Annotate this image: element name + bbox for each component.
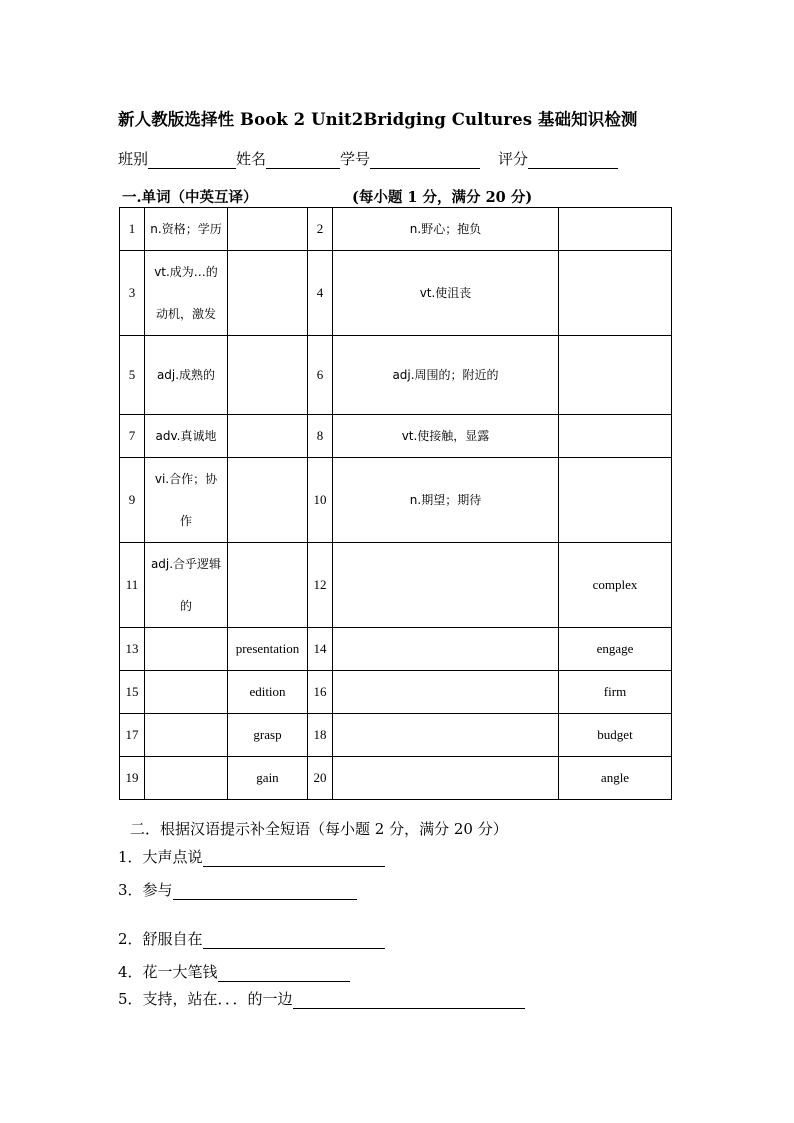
item-number: 20: [308, 757, 333, 800]
item-number: 4: [308, 251, 333, 336]
vocab-row: [120, 208, 672, 251]
chinese-prompt: n.资格；学历: [145, 208, 228, 251]
class-label: 班别: [118, 150, 149, 168]
class-blank[interactable]: [148, 153, 236, 169]
chinese-prompt: vt.使沮丧: [333, 251, 559, 336]
english-cell[interactable]: [559, 415, 672, 458]
item-number: 18: [308, 714, 333, 757]
chinese-prompt: adv.真诚地: [145, 415, 228, 458]
vocab-row: [120, 543, 672, 628]
english-cell[interactable]: [228, 251, 308, 336]
chinese-prompt[interactable]: [333, 628, 559, 671]
item-number: 9: [120, 458, 145, 543]
item-number: 15: [120, 671, 145, 714]
chinese-prompt[interactable]: [333, 671, 559, 714]
phrase-item-3: [118, 879, 357, 900]
name-blank[interactable]: [266, 153, 340, 169]
chinese-prompt[interactable]: [333, 757, 559, 800]
english-cell[interactable]: [228, 336, 308, 415]
chinese-prompt: adj.周围的；附近的: [333, 336, 559, 415]
section1-heading: [122, 186, 533, 207]
section2-heading: 二．根据汉语提示补全短语（每小题 2 分，满分 20 分）: [130, 820, 508, 838]
item-number: 7: [120, 415, 145, 458]
vocab-row: [120, 458, 672, 543]
vocab-table: [119, 207, 672, 800]
score-blank[interactable]: [528, 153, 618, 169]
phrase-item-5: [118, 988, 525, 1009]
chinese-prompt[interactable]: [333, 543, 559, 628]
item-number: 12: [308, 543, 333, 628]
item-number: 8: [308, 415, 333, 458]
chinese-prompt[interactable]: [145, 671, 228, 714]
vocab-row: [120, 757, 672, 800]
item-number: 10: [308, 458, 333, 543]
chinese-prompt[interactable]: [145, 757, 228, 800]
answer-blank[interactable]: [173, 884, 357, 900]
chinese-prompt: adj.成熟的: [145, 336, 228, 415]
phrase-prompt: 4．花一大笔钱: [118, 963, 218, 981]
id-blank[interactable]: [370, 153, 480, 169]
english-cell: engage: [559, 628, 672, 671]
chinese-prompt: n.野心；抱负: [333, 208, 559, 251]
score-label: 评分: [498, 150, 529, 168]
phrase-prompt: 3．参与: [118, 881, 173, 899]
phrase-prompt: 2．舒服自在: [118, 930, 203, 948]
chinese-prompt: n.期望；期待: [333, 458, 559, 543]
english-cell[interactable]: [559, 208, 672, 251]
student-info-line: [118, 148, 618, 169]
english-cell[interactable]: [559, 251, 672, 336]
english-cell[interactable]: [228, 415, 308, 458]
english-cell: presentation: [228, 628, 308, 671]
english-cell: budget: [559, 714, 672, 757]
vocab-row: [120, 714, 672, 757]
id-label: 学号: [340, 150, 371, 168]
vocab-row: [120, 336, 672, 415]
phrase-item-4: [118, 961, 350, 982]
english-cell[interactable]: [228, 458, 308, 543]
item-number: 6: [308, 336, 333, 415]
english-cell[interactable]: [559, 336, 672, 415]
english-cell[interactable]: [559, 458, 672, 543]
section1-title: 一.单词（中英互译）: [122, 189, 258, 206]
english-cell: firm: [559, 671, 672, 714]
item-number: 11: [120, 543, 145, 628]
english-cell[interactable]: [228, 208, 308, 251]
item-number: 17: [120, 714, 145, 757]
answer-blank[interactable]: [293, 993, 525, 1009]
english-cell[interactable]: [228, 543, 308, 628]
name-label: 姓名: [236, 150, 267, 168]
item-number: 14: [308, 628, 333, 671]
section1-score-note: (每小题 1 分，满分 20 分): [352, 189, 533, 206]
answer-blank[interactable]: [203, 851, 385, 867]
chinese-prompt: adj.合乎逻辑的: [145, 543, 228, 628]
page-title: 新人教版选择性 Book 2 Unit2Bridging Cultures 基础知识检测: [118, 110, 638, 129]
chinese-prompt: vt.使接触，显露: [333, 415, 559, 458]
chinese-prompt: vi.合作；协作: [145, 458, 228, 543]
chinese-prompt[interactable]: [333, 714, 559, 757]
vocab-row: [120, 415, 672, 458]
item-number: 3: [120, 251, 145, 336]
english-cell: edition: [228, 671, 308, 714]
chinese-prompt[interactable]: [145, 714, 228, 757]
chinese-prompt[interactable]: [145, 628, 228, 671]
answer-blank[interactable]: [203, 933, 385, 949]
english-cell: gain: [228, 757, 308, 800]
phrase-prompt: 1．大声点说: [118, 848, 203, 866]
item-number: 1: [120, 208, 145, 251]
item-number: 5: [120, 336, 145, 415]
english-cell: complex: [559, 543, 672, 628]
item-number: 13: [120, 628, 145, 671]
english-cell: angle: [559, 757, 672, 800]
english-cell: grasp: [228, 714, 308, 757]
answer-blank[interactable]: [218, 966, 350, 982]
item-number: 16: [308, 671, 333, 714]
vocab-row: [120, 251, 672, 336]
vocab-row: [120, 671, 672, 714]
vocab-row: [120, 628, 672, 671]
phrase-prompt: 5．支持，站在．．．的一边: [118, 990, 293, 1008]
chinese-prompt: vt.成为…的动机，激发: [145, 251, 228, 336]
phrase-item-1: [118, 846, 385, 867]
phrase-item-2: [118, 928, 385, 949]
item-number: 2: [308, 208, 333, 251]
item-number: 19: [120, 757, 145, 800]
